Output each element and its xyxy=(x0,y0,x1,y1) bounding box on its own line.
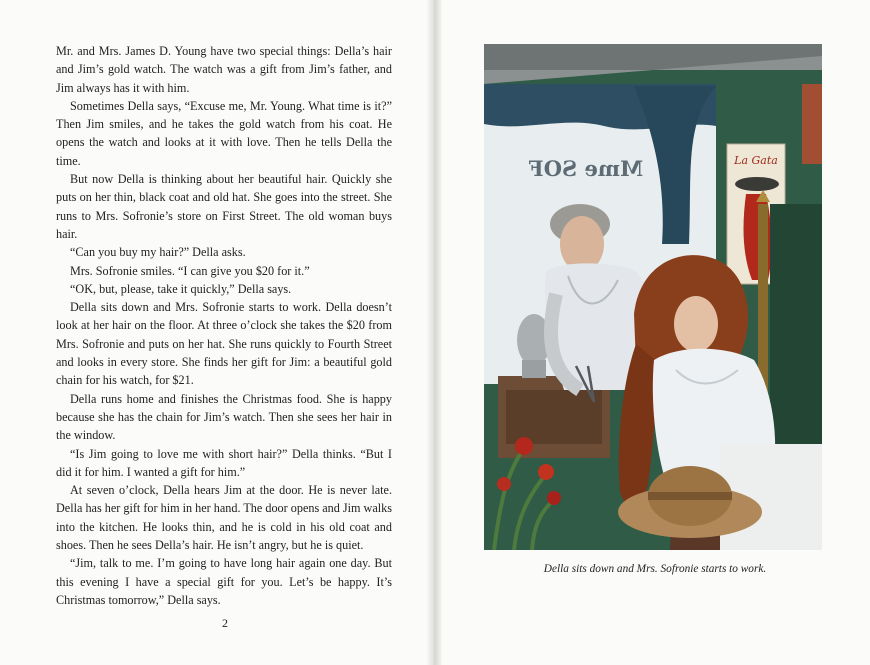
window-sign-text: Mme SOF xyxy=(528,156,644,181)
right-page xyxy=(442,0,870,665)
paragraph: “OK, but, please, take it quickly,” Della says. xyxy=(70,281,292,296)
illustration-caption: Della sits down and Mrs. Sofronie starts to work. xyxy=(543,563,767,575)
paragraph: Mr. and Mrs. James D. Young have two special things: Della’s hair and Jim’s gold watch. The watch was a gift from Jim’s father, and Jim always has it with him. xyxy=(56,44,392,95)
paragraph: Mrs. Sofronie smiles. “I can give you $20 for it.” xyxy=(70,263,310,278)
paragraph: At seven o’clock, Della hears Jim at the door. He is never late. Della has her gift for him in her hand. The door opens and Jim walks into the kitchen. He looks thin, and he is cold in his old coat and shoes. Then he sees Della’s hair. He isn’t angry, but he is quiet. xyxy=(56,483,392,553)
paragraph: But now Della is thinking about her beautiful hair. Quickly she puts on her thin, black coat and old hat. She goes into the street. She runs to Mrs. Sofronie’s store on First Street. The old woman buys hair. xyxy=(56,172,392,241)
paragraph: Della sits down and Mrs. Sofronie starts to work. Della doesn’t look at her hair on the floor. At three o’clock she takes the $20 from Mrs. Sofronie and puts on her hat. She runs quickly to Fourth Street and looks in every store. She finds her gift for Jim: a beautiful gold chain for his watch, for $21. xyxy=(56,300,392,388)
paragraph: Della runs home and finishes the Christmas food. She is happy because she has the chain for Jim’s watch. Then she sees her hair in the window. xyxy=(56,391,392,443)
story-text xyxy=(56,42,392,609)
illustration-della-haircut xyxy=(484,44,822,550)
poster-title: La Gata xyxy=(734,154,778,167)
paragraph: Sometimes Della says, “Excuse me, Mr. Young. What time is it?” Then Jim smiles, and he takes the gold watch from his coat. He opens the watch and looks at it with love. Then he tells Della the time. xyxy=(56,98,392,168)
book-gutter xyxy=(426,0,442,665)
della-face xyxy=(674,296,718,352)
red-flower xyxy=(515,437,533,455)
page-number: 2 xyxy=(222,616,228,630)
paragraph: “Is Jim going to love me with short hair?” Della thinks. “But I did it for him. I wanted a gift for him.” xyxy=(56,446,392,479)
paragraph: “Jim, talk to me. I’m going to have long hair again one day. But this evening I have a special gift for you. Let’s be happy. It’s Christmas tomorrow,” Della says. xyxy=(56,556,392,607)
left-page xyxy=(0,0,434,665)
paragraph: “Can you buy my hair?” Della asks. xyxy=(70,245,246,260)
